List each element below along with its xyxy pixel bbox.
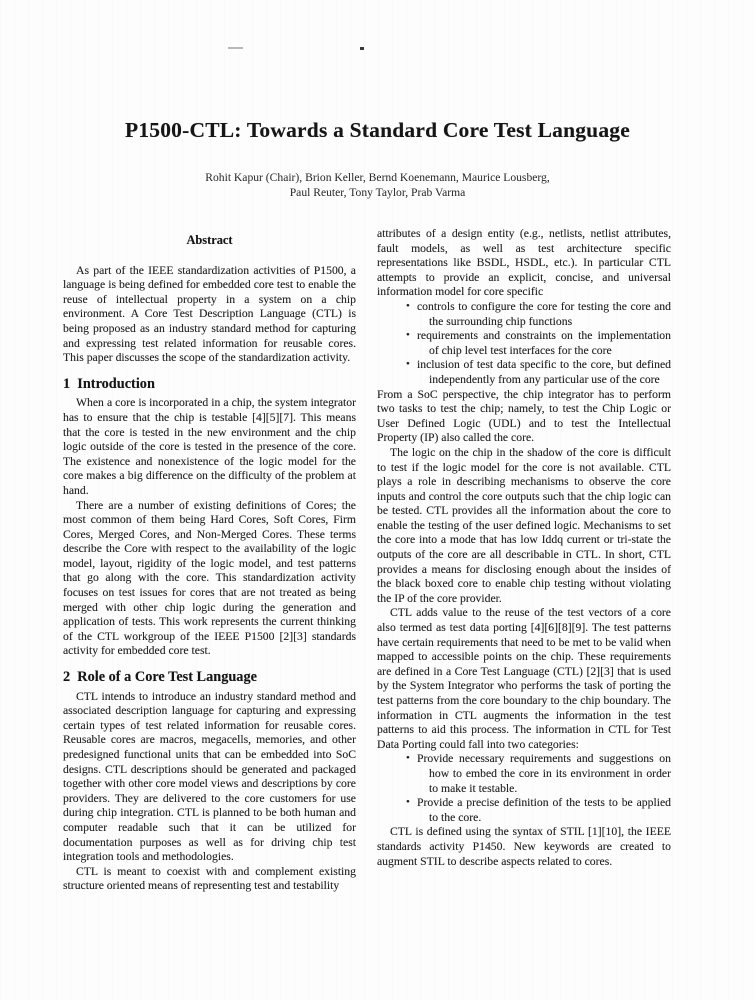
- paragraph-stil: CTL is defined using the syntax of STIL [1][10], the IEEE standards activity P1450. New keywords are created to augment STIL to describe aspects related to cores.: [377, 825, 671, 868]
- bullet-icon: •: [406, 358, 410, 371]
- bullet-icon: •: [406, 299, 410, 312]
- bullet-item: [377, 358, 671, 387]
- bullet-text: inclusion of test data specific to the core, but defined independently from any particular use of the core: [417, 358, 671, 386]
- section-heading-role: 2 Role of a Core Test Language: [63, 669, 257, 686]
- paragraph-logic: The logic on the chip in the shadow of the core is difficult to test if the logic model for the core is not available. CTL plays a role in describing mechanisms to observe the core inputs and control the core outputs such that the chip logic can be tested. CTL provides all the information about the core to enable the testing of the user defined logic. Mechanisms to set the core into a mode that has low Iddq current or tri-state the outputs of the core are all describable in CTL. In short, CTL provides a means for disclosing enough about the insides of the black boxed core to enable chip testing without violating the IP of the core provider.: [377, 445, 671, 605]
- bullet-item: [377, 796, 671, 825]
- bullet-text: requirements and constraints on the implementation of chip level test interfaces for the core: [417, 329, 671, 357]
- bullet-list-core-specific: [377, 300, 671, 388]
- authors-line-1: Rohit Kapur (Chair), Brion Keller, Bernd Koenemann, Maurice Lousberg,: [205, 171, 550, 184]
- bullet-icon: •: [406, 752, 410, 765]
- scan-artifact-dash: [228, 47, 243, 49]
- paragraph-role-1: CTL intends to introduce an industry standard method and associated description language for capturing and expressing certain types of test related information for reusable cores. Reusable cores are macros, megacells, memories, and other predesigned functional units that can be embedded into SoC designs. CTL descriptions should be generated and packaged together with other core model views and descriptions by core providers. They are delivered to the core customers for use during chip integration. CTL is planned to be both human and computer readable such that it can be utilized for documentation purposes as well as for driving chip test integration tools and methodologies.: [63, 689, 356, 864]
- authors-block: [0, 170, 755, 200]
- bullet-item: [377, 300, 671, 329]
- page-title: P1500-CTL: Towards a Standard Core Test Language: [125, 118, 630, 142]
- scan-artifact-dot: [360, 47, 364, 50]
- bullet-item: [377, 752, 671, 796]
- bullet-icon: •: [406, 796, 410, 809]
- section-heading-introduction: 1 Introduction: [63, 375, 155, 392]
- paragraph-continuation: attributes of a design entity (e.g., netlists, netlist attributes, fault models, as well as test architecture specific representations like BSDL, HSDL, etc.). In particular CTL attempts to provide an explicit, concise, and universal information model for core specific: [377, 227, 671, 299]
- bullet-list-porting: [377, 752, 671, 825]
- column-left: [63, 233, 356, 894]
- paragraph-intro-1: When a core is incorporated in a chip, the system integrator has to ensure that the chip is testable [4][5][7]. This means that the core is tested in the new environment and the chip logic outside of the core is tested in the presence of the core. The existence and nonexistence of the logic model for the core makes a big difference on the difficulty of the problem at hand.: [63, 396, 356, 497]
- paragraph-ctl-value: CTL adds value to the reuse of the test vectors of a core also termed as test data porting [4][6][8][9]. The test patterns have certain requirements that need to be met to be valid when mapped to accessible points on the chip. These requirements are defined in a Core Test Language (CTL) [2][3] that is used by the System Integrator who performs the task of porting the test patterns from the core boundary to the chip boundary. The information in CTL augments the information in the test patterns to aid this process. The information in CTL for Test Data Porting could fall into two categories:: [377, 606, 671, 751]
- bullet-text: Provide a precise definition of the tests to be applied to the core.: [417, 796, 671, 824]
- bullet-icon: •: [406, 329, 410, 342]
- abstract-heading: Abstract: [186, 233, 233, 247]
- bullet-text: controls to configure the core for testing the core and the surrounding chip functions: [417, 299, 671, 328]
- abstract-paragraph: As part of the IEEE standardization activities of P1500, a language is being defined for embedded core test to enable the reuse of intellectual property in a system on a chip environment. A Core Test Description Language (CTL) is being proposed as an industry standard method for capturing and expressing test related information for reusable cores. This paper discusses the scope of the standardization activity.: [63, 263, 356, 365]
- bullet-item: [377, 329, 671, 358]
- bullet-text: Provide necessary requirements and suggestions on how to embed the core in its environment in order to make it testable.: [417, 752, 671, 795]
- paragraph-soc: From a SoC perspective, the chip integrator has to perform two tasks to test the chip; namely, to test the Chip Logic or User Defined Logic (UDL) and to test the Intellectual Property (IP) also called the core.: [377, 387, 671, 445]
- paragraph-role-2: CTL is meant to coexist with and complement existing structure oriented means of representing test and testability: [63, 864, 356, 893]
- column-right: [377, 227, 671, 869]
- paragraph-intro-2: There are a number of existing definitions of Cores; the most common of them being Hard Cores, Soft Cores, Firm Cores, Merged Cores, and Non-Merged Cores. These terms describe the Core with respect to the availability of the logic model, layout, rigidity of the logic model, and test patterns that go along with the core. This standardization activity focuses on test issues for cores that are not treated as being merged with other chip logic during the generation and application of tests. This work represents the current thinking of the CTL workgroup of the IEEE P1500 [2][3] standards activity for embedded core test.: [63, 498, 356, 658]
- authors-line-2: Paul Reuter, Tony Taylor, Prab Varma: [289, 186, 466, 199]
